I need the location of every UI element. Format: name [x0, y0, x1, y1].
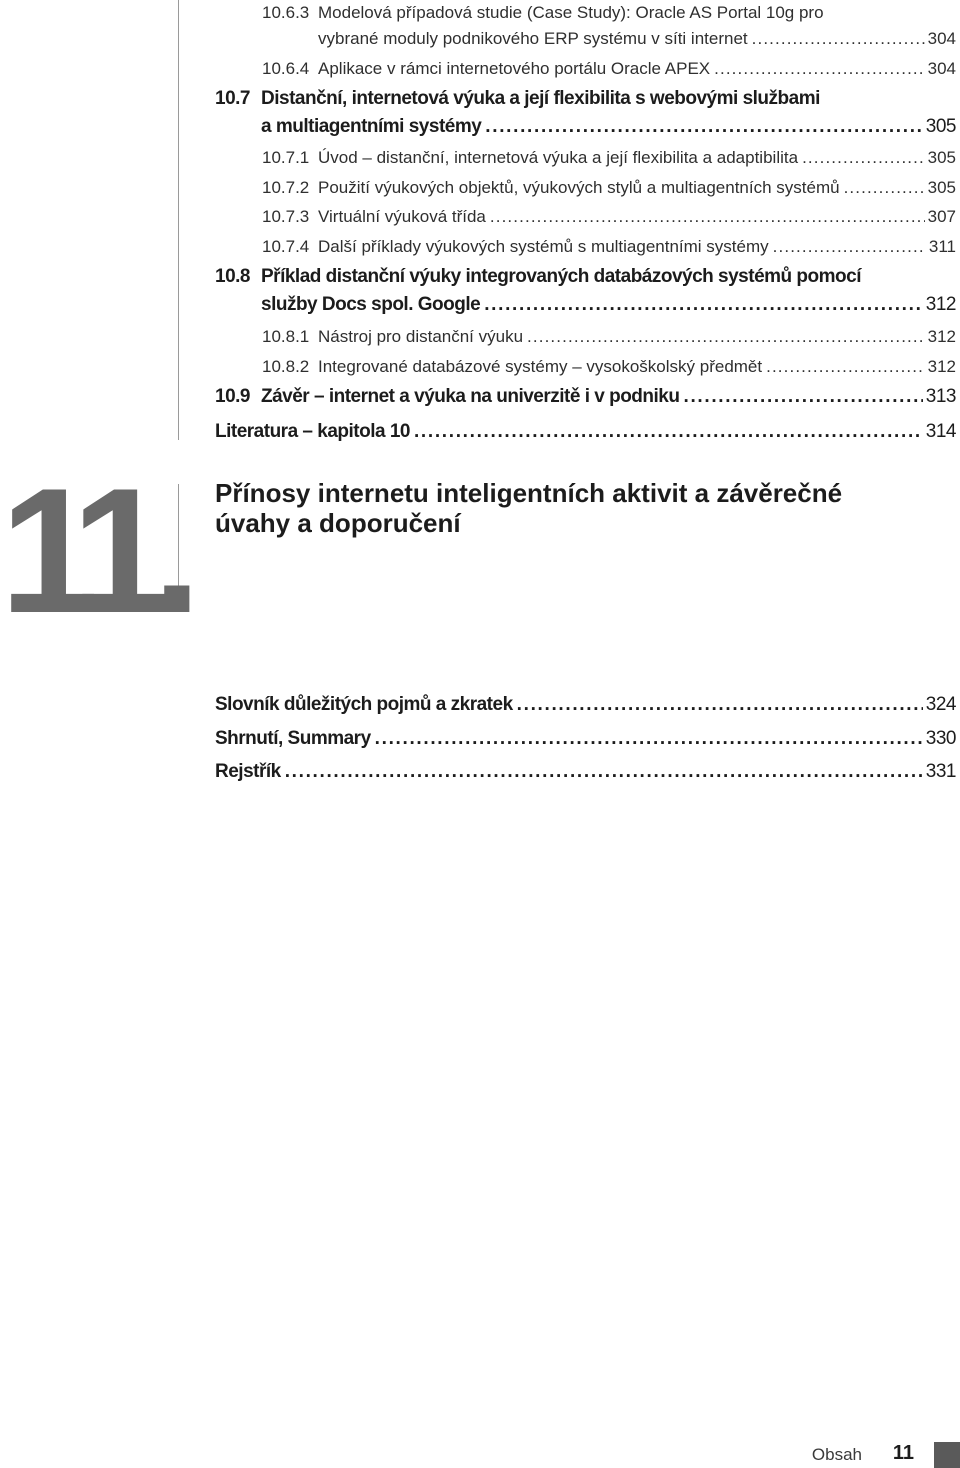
toc-page: 307 — [927, 207, 956, 226]
toc-page: 312 — [927, 357, 956, 376]
toc-number: 10.7.3 — [262, 207, 310, 226]
toc-title: Integrované databázové systémy – vysokoškolský předmět — [318, 357, 763, 376]
toc-title: Aplikace v rámci internetového portálu Oracle APEX — [318, 59, 711, 78]
toc-leader — [490, 207, 925, 227]
toc-title: Úvod – distanční, internetová výuka a její flexibilita a adaptibilita — [318, 148, 799, 167]
toc-title: Další příklady výukových systémů s multiagentními systémy — [318, 237, 769, 256]
footer-page-number: 11 — [892, 1442, 914, 1464]
toc-leader — [683, 386, 922, 408]
toc-leader — [527, 327, 925, 347]
chapter-title-line1: Přínosy internetu inteligentních aktivit a závěrečné — [215, 478, 843, 508]
toc-entry-10-7-line1[interactable] — [215, 88, 820, 110]
toc-number: 10.7.1 — [262, 148, 310, 167]
toc-entry-10-6-3-line1[interactable] — [262, 3, 824, 23]
toc-title: Literatura – kapitola 10 — [215, 421, 410, 442]
toc-entry-10-7-4[interactable] — [262, 237, 956, 257]
toc-number: 10.8.1 — [262, 327, 310, 346]
toc-entry-10-7-2[interactable] — [262, 178, 956, 198]
toc-leader — [802, 148, 925, 168]
toc-entry-10-6-3-line2[interactable] — [318, 29, 956, 49]
toc-title: služby Docs spol. Google — [261, 294, 481, 315]
toc-title: Slovník důležitých pojmů a zkratek — [215, 694, 513, 715]
toc-title: Virtuální výuková třída — [318, 207, 486, 226]
toc-page: 305 — [925, 116, 956, 137]
toc-page: 312 — [925, 294, 956, 315]
toc-title: vybrané moduly podnikového ERP systému v síti internet — [318, 29, 748, 48]
chapter-title-line2: úvahy a doporučení — [215, 508, 461, 538]
toc-title: Modelová případová studie (Case Study): Oracle AS Portal 10g pro — [318, 3, 824, 22]
toc-entry-rejstrik[interactable] — [215, 761, 956, 783]
toc-entry-10-7-3[interactable] — [262, 207, 956, 227]
toc-page: 331 — [925, 761, 956, 782]
toc-leader — [714, 59, 924, 79]
toc-entry-10-7-1[interactable] — [262, 148, 956, 168]
toc-number: 10.7 — [215, 88, 250, 109]
toc-page: 330 — [925, 728, 956, 749]
toc-page: 305 — [927, 178, 956, 197]
toc-leader — [752, 29, 925, 49]
toc-leader — [285, 761, 923, 783]
toc-number: 10.7.4 — [262, 237, 310, 256]
toc-title: Distanční, internetová výuka a její flexibilita s webovými službami — [261, 88, 820, 109]
toc-number: 10.7.2 — [262, 178, 310, 197]
toc-leader — [375, 728, 923, 750]
footer-section-label: Obsah — [811, 1445, 862, 1464]
toc-page: 305 — [927, 148, 956, 167]
toc-entry-literatura-10[interactable] — [215, 421, 956, 443]
toc-title: Závěr – internet a výuka na univerzitě i v podniku — [261, 386, 680, 407]
toc-page: 312 — [927, 327, 956, 346]
toc-page: 304 — [927, 29, 956, 48]
toc-leader — [484, 294, 923, 316]
toc-page: 304 — [927, 59, 956, 78]
toc-page: 324 — [925, 694, 956, 715]
toc-page: 314 — [925, 421, 956, 442]
toc-title: Použití výukových objektů, výukových stylů a multiagentních systémů — [318, 178, 840, 197]
footer-marker-square — [934, 1442, 960, 1468]
toc-entry-10-9[interactable] — [215, 386, 956, 408]
toc-entry-10-8-line2[interactable] — [261, 294, 956, 316]
toc-entry-10-6-4[interactable] — [262, 59, 956, 79]
toc-leader — [773, 237, 926, 257]
toc-entry-slovnik[interactable] — [215, 694, 956, 716]
toc-leader — [517, 694, 923, 716]
toc-number: 10.8.2 — [262, 357, 310, 376]
toc-number: 10.6.4 — [262, 59, 310, 78]
toc-number: 10.9 — [215, 386, 250, 407]
toc-leader — [766, 357, 925, 377]
toc-leader — [414, 421, 923, 443]
toc-leader — [485, 116, 923, 138]
toc-title: Rejstřík — [215, 761, 281, 782]
toc-entry-10-8-line1[interactable] — [215, 266, 861, 288]
toc-title: Nástroj pro distanční výuku — [318, 327, 524, 346]
chapter-number: 11. — [0, 451, 184, 650]
toc-title: a multiagentními systémy — [261, 116, 482, 137]
toc-title: Příklad distanční výuky integrovaných databázových systémů pomocí — [261, 266, 861, 287]
toc-entry-10-8-1[interactable] — [262, 327, 956, 347]
toc-page: 311 — [928, 237, 956, 256]
toc-entry-10-7-line2[interactable] — [261, 116, 956, 138]
margin-rule-top — [178, 0, 179, 440]
toc-entry-shrnuti[interactable] — [215, 728, 956, 750]
toc-entry-10-8-2[interactable] — [262, 357, 956, 377]
toc-page: 313 — [925, 386, 956, 407]
toc-number: 10.6.3 — [262, 3, 310, 22]
chapter-title[interactable] — [215, 478, 842, 538]
toc-title: Shrnutí, Summary — [215, 728, 371, 749]
toc-number: 10.8 — [215, 266, 250, 287]
toc-leader — [844, 178, 925, 198]
